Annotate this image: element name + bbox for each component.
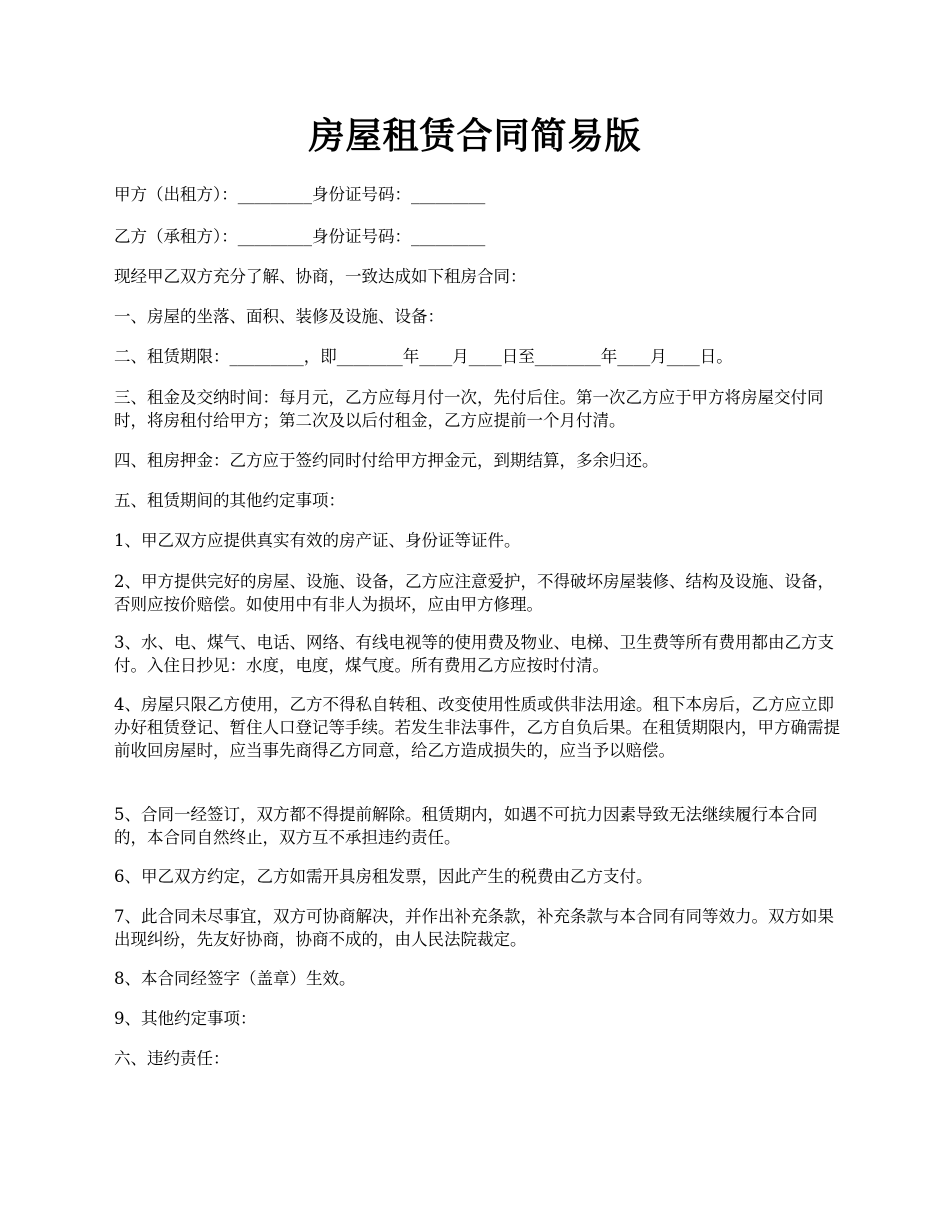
section-4-deposit: 四、租房押金：乙方应于签约同时付给甲方押金元，到期结算，多余归还。 — [114, 451, 659, 470]
section-6-heading: 六、违约责任： — [114, 1049, 230, 1068]
section-5-heading: 五、租赁期间的其他约定事项： — [114, 491, 345, 510]
clause-7: 7、此合同未尽事宜，双方可协商解决，并作出补充条款，补充条款与本合同有同等效力。双方如果出现纠纷，先友好协商，协商不成的，由人民法院裁定。 — [114, 907, 834, 949]
section-1-heading: 一、房屋的坐落、面积、装修及设施、设备： — [114, 307, 444, 326]
clause-4: 4、房屋只限乙方使用，乙方不得私自转租、改变使用性质或供非法用途。租下本房后，乙方应立即办好租赁登记、暂住人口登记等手续。若发生非法事件，乙方自负后果。在租赁期限内，甲方确需提前收回房屋时，应当事先商得乙方同意，给乙方造成损失的，应当予以赔偿。 — [114, 695, 840, 760]
section-2-lease-term: 二、租赁期限：_________，即________年____月____日至________年____月____日。 — [114, 347, 733, 366]
clause-6: 6、甲乙双方约定，乙方如需开具房租发票，因此产生的税费由乙方支付。 — [114, 867, 653, 886]
clause-1: 1、甲乙双方应提供真实有效的房产证、身份证等证件。 — [114, 531, 521, 550]
party-b-line: 乙方（承租方）：_________身份证号码：_________ — [114, 227, 486, 246]
clause-8: 8、本合同经签字（盖章）生效。 — [114, 969, 356, 988]
intro-paragraph: 现经甲乙双方充分了解、协商，一致达成如下租房合同： — [114, 267, 527, 286]
clause-2: 2、甲方提供完好的房屋、设施、设备，乙方应注意爱护，不得破坏房屋装修、结构及设施、设备，否则应按价赔偿。如使用中有非人为损坏，应由甲方修理。 — [114, 572, 834, 614]
clause-9: 9、其他约定事项： — [114, 1009, 257, 1028]
party-a-line: 甲方（出租方）：_________身份证号码：_________ — [114, 185, 486, 204]
clause-5: 5、合同一经签订，双方都不得提前解除。租赁期内，如遇不可抗力因素导致无法继续履行本合同的，本合同自然终止，双方互不承担违约责任。 — [114, 805, 818, 847]
clause-3: 3、水、电、煤气、电话、网络、有线电视等的使用费及物业、电梯、卫生费等所有费用都由乙方支付。入住日抄见：水度，电度，煤气度。所有费用乙方应按时付清。 — [114, 633, 834, 675]
section-3-rent-payment: 三、租金及交纳时间：每月元，乙方应每月付一次，先付后住。第一次乙方应于甲方将房屋交付同时，将房租付给甲方；第二次及以后付租金，乙方应提前一个月付清。 — [114, 388, 824, 430]
document-title: 房屋租赁合同简易版 — [308, 115, 642, 157]
